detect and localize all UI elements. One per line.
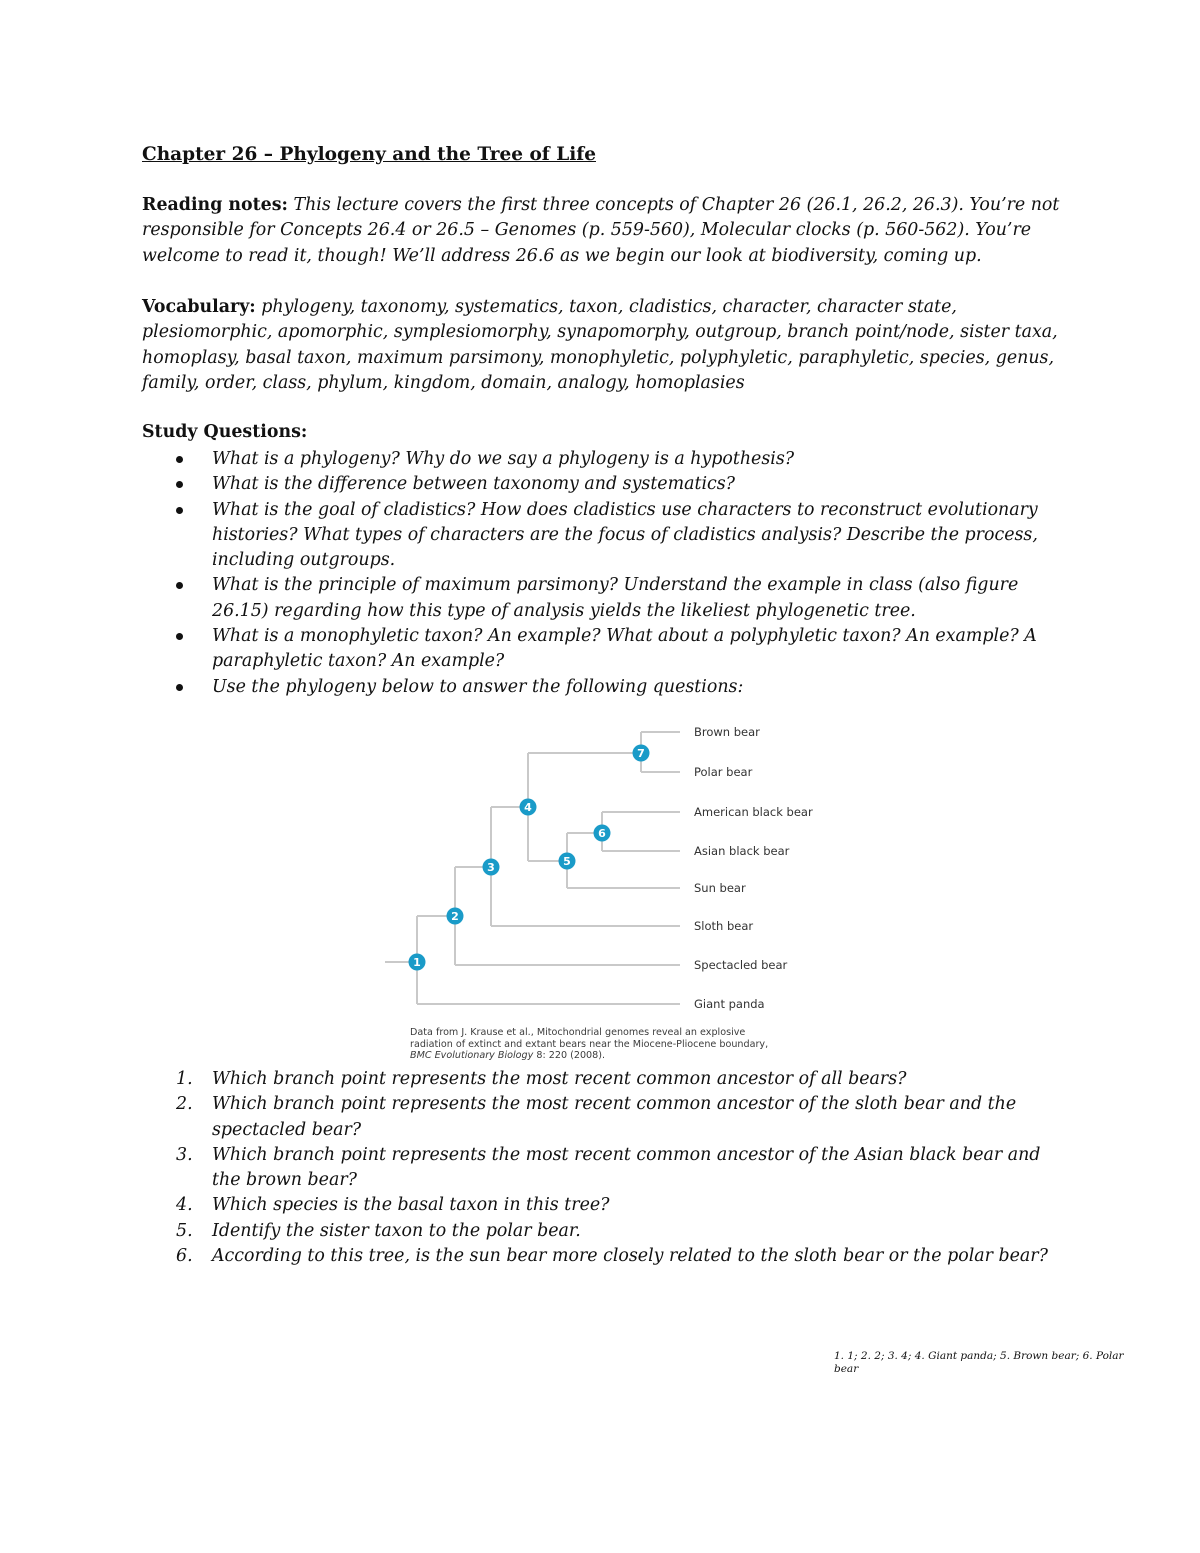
node-label: 5 xyxy=(563,855,571,868)
question-number: 3. xyxy=(176,1144,193,1165)
bullet-icon xyxy=(176,507,183,514)
reading-notes-label: Reading notes: xyxy=(142,195,288,215)
node-label: 4 xyxy=(524,801,532,814)
credit-line xyxy=(410,1050,810,1062)
list-item xyxy=(172,1143,1072,1194)
study-questions-heading: Study Questions: xyxy=(142,422,308,442)
tree-node-6 xyxy=(594,825,611,842)
node-label: 2 xyxy=(451,910,459,923)
list-item xyxy=(172,573,1072,624)
list-item xyxy=(172,1193,1072,1218)
credit-citation: 8: 220 (2008). xyxy=(533,1050,606,1062)
question-number: 4. xyxy=(176,1195,193,1216)
taxon-label-giant-panda: Giant panda xyxy=(694,997,765,1011)
bullet-icon xyxy=(176,481,183,488)
credit-line: Data from J. Krause et al., Mitochondrial genomes reveal an explosive xyxy=(410,1027,746,1038)
list-item xyxy=(172,472,1072,497)
vocabulary xyxy=(142,295,1072,396)
list-item xyxy=(172,1067,1072,1092)
bullet-icon xyxy=(176,633,183,640)
tree-node-7 xyxy=(633,745,650,762)
bullet-icon xyxy=(176,684,183,691)
question-number: 5. xyxy=(176,1220,193,1241)
taxon-label-sun-bear: Sun bear xyxy=(694,881,746,895)
phylogenetic-tree xyxy=(380,718,830,1018)
vocabulary-label: Vocabulary: xyxy=(142,297,256,317)
credit-line: radiation of extinct and extant bears near the Miocene-Pliocene boundary, xyxy=(410,1038,769,1050)
question-text: Identify the sister taxon to the polar bear. xyxy=(212,1220,581,1241)
bullet-icon xyxy=(176,456,183,463)
bullet-icon xyxy=(176,582,183,589)
node-label: 3 xyxy=(487,861,495,874)
list-item-text: What is the goal of cladistics? How does cladistics use characters to reconstruct evolutionary histories? What types of characters are the focus of cladistics analysis? Describe the process, including outgroups. xyxy=(212,499,1038,571)
tree-branches xyxy=(385,732,680,1004)
list-item-text: What is a phylogeny? Why do we say a phylogeny is a hypothesis? xyxy=(212,449,795,469)
taxon-label-polar-bear: Polar bear xyxy=(694,765,753,779)
list-item xyxy=(172,1092,1072,1143)
list-item xyxy=(172,498,1072,574)
taxon-label-asian-black-bear: Asian black bear xyxy=(694,844,790,858)
question-number: 1. xyxy=(176,1069,193,1089)
vocabulary-text: phylogeny, taxonomy, systematics, taxon, cladistics, character, character state, plesiomorphic, apomorphic, symplesiomorphy, synapomorphy, outgroup, branch point/node, sister taxa, homoplasy, basal taxon, maximum parsimony, monophyletic, polyphyletic, paraphyletic, species, genus, family, order, class, phylum, kingdom, domain, analogy, homoplasies xyxy=(142,297,1058,393)
figure-credit xyxy=(410,1027,810,1062)
reading-notes-text: This lecture covers the first three concepts of Chapter 26 (26.1, 26.2, 26.3). You’re not responsible for Concepts 26.4 or 26.5 – Genomes (p. 559-560), Molecular clocks (p. 560-562). You’re welcome to read it, though! We’ll address 26.6 as we begin our look at biodiversity, coming up. xyxy=(142,195,1060,266)
list-item-text: What is a monophyletic taxon? An example? What about a polyphyletic taxon? An example? A paraphyletic taxon? An example? xyxy=(212,626,1037,672)
answer-key: 1. 1; 2. 2; 3. 4; 4. Giant panda; 5. Brown bear; 6. Polar bear xyxy=(834,1350,1124,1375)
tree-node-1 xyxy=(409,954,426,971)
question-number: 2. xyxy=(176,1094,193,1115)
list-item-text: Use the phylogeny below to answer the following questions: xyxy=(212,676,744,697)
taxon-label-spectacled-bear: Spectacled bear xyxy=(694,958,788,972)
list-item-text: What is the difference between taxonomy and systematics? xyxy=(212,474,735,495)
question-text: Which branch point represents the most recent common ancestor of all bears? xyxy=(212,1069,907,1089)
tree-node-3 xyxy=(483,859,500,876)
list-item xyxy=(172,1244,1072,1269)
question-text: Which species is the basal taxon in this tree? xyxy=(212,1195,610,1216)
node-label: 7 xyxy=(637,747,645,760)
question-text: Which branch point represents the most recent common ancestor of the Asian black bear and the brown bear? xyxy=(212,1144,1041,1191)
tree-node-4 xyxy=(520,799,537,816)
page-title: Chapter 26 – Phylogeny and the Tree of Life xyxy=(142,144,596,165)
list-item-text: What is the principle of maximum parsimony? Understand the example in class (also figure 26.15) regarding how this type of analysis yields the likeliest phylogenetic tree. xyxy=(212,575,1019,621)
list-item xyxy=(172,624,1072,675)
question-text: Which branch point represents the most recent common ancestor of the sloth bear and the spectacled bear? xyxy=(212,1094,1017,1140)
taxon-label-sloth-bear: Sloth bear xyxy=(694,919,754,933)
taxon-label-american-black-bear: American black bear xyxy=(694,805,813,819)
reading-notes xyxy=(142,193,1072,269)
question-text: According to this tree, is the sun bear more closely related to the sloth bear or the polar bear? xyxy=(212,1246,1048,1267)
node-label: 6 xyxy=(598,827,606,840)
study-questions-list xyxy=(172,447,1072,700)
list-item xyxy=(172,675,1072,700)
tree-node-2 xyxy=(447,908,464,925)
node-label: 1 xyxy=(413,956,421,969)
question-list xyxy=(172,1067,1072,1269)
credit-journal: BMC Evolutionary Biology xyxy=(410,1050,534,1062)
tree-node-5 xyxy=(559,853,576,870)
taxon-label-brown-bear: Brown bear xyxy=(694,725,760,739)
question-number: 6. xyxy=(176,1246,193,1267)
list-item xyxy=(172,447,1072,472)
list-item xyxy=(172,1219,1072,1244)
